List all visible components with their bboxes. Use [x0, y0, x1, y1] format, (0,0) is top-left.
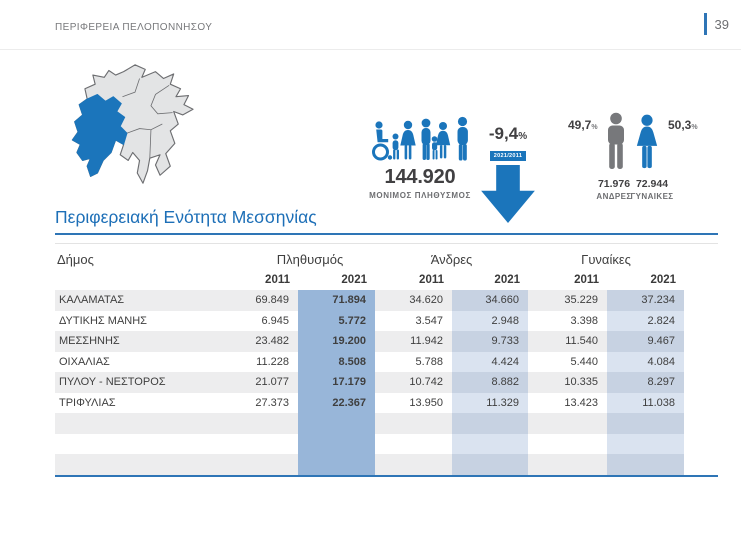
value-cell: 11.038	[607, 393, 684, 414]
section-title: Περιφερειακή Ενότητα Μεσσηνίας	[55, 207, 317, 227]
change-percent: -9,4%	[488, 124, 528, 143]
value-cell: 9.467	[607, 331, 684, 352]
table-row	[55, 331, 684, 352]
value-cell: 11.942	[375, 331, 452, 352]
header-divider	[0, 49, 741, 50]
value-cell: 13.950	[409, 396, 443, 409]
value-cell: 37.234	[607, 290, 684, 311]
empty-cell	[528, 434, 607, 455]
value-cell: 3.547	[415, 314, 443, 327]
men-count: 71.976	[597, 178, 631, 190]
year-header: 2011	[574, 274, 600, 286]
value-cell: 21.077	[245, 372, 298, 393]
empty-cell	[528, 413, 607, 434]
empty-cell	[607, 413, 684, 434]
value-cell: 71.894	[298, 290, 375, 311]
column-group-men: Άνδρες	[430, 252, 473, 267]
year-header: 2021	[494, 274, 521, 286]
empty-cell	[528, 454, 607, 475]
women-label: ΓΥΝΑΙΚΕΣ	[630, 192, 674, 201]
value-cell: 9.733	[452, 331, 528, 352]
value-cell: 8.882	[452, 372, 528, 393]
value-cell: 22.367	[298, 393, 375, 414]
region-map-icon	[55, 58, 215, 206]
empty-cell	[245, 454, 298, 475]
value-cell: 5.788	[415, 355, 443, 368]
value-cell: 69.849	[245, 290, 298, 311]
value-cell: 4.424	[452, 352, 528, 373]
empty-cell	[375, 434, 452, 455]
empty-cell	[375, 454, 452, 475]
empty-cell	[55, 434, 245, 455]
value-cell: 5.772	[298, 311, 375, 332]
year-header-empty	[55, 270, 245, 290]
messinia-highlight	[72, 94, 127, 176]
man-icon	[604, 112, 628, 170]
woman-icon	[634, 114, 660, 170]
column-group-population: Πληθυσμός	[276, 252, 344, 267]
table-row	[55, 372, 684, 393]
value-cell: 2.824	[607, 311, 684, 332]
table-body	[55, 290, 684, 475]
value-cell: 5.440	[570, 355, 599, 368]
change-period-badge: 2021/2011	[490, 151, 526, 161]
population-value: 144.920	[384, 166, 456, 188]
municipality-name: ΤΡΙΦΥΛΙΑΣ	[59, 396, 116, 409]
value-cell: 8.297	[607, 372, 684, 393]
value-cell: 11.228	[256, 355, 289, 368]
peloponnese-map	[55, 58, 215, 206]
decline-arrow-icon	[481, 165, 535, 223]
empty-row	[55, 434, 684, 455]
value-cell: 10.742	[375, 372, 452, 393]
municipalities-table	[55, 244, 684, 475]
table-area	[55, 243, 718, 477]
men-label: ΑΝΔΡΕΣ	[596, 192, 632, 201]
value-cell: 19.200	[298, 331, 375, 352]
year-header: 2011	[265, 274, 290, 286]
population-change-infographic	[478, 124, 538, 223]
population-label: ΜΟΝΙΜΟΣ ΠΛΗΘΥΣΜΟΣ	[369, 191, 471, 200]
empty-cell	[375, 413, 452, 434]
value-cell: 23.482	[245, 331, 298, 352]
value-cell: 6.945	[261, 314, 289, 327]
value-cell: 34.660	[452, 290, 528, 311]
population-infographic	[356, 112, 484, 200]
page-number-block	[704, 13, 729, 35]
year-header: 2021	[341, 274, 367, 286]
municipality-name: ΜΕΣΣΗΝΗΣ	[55, 331, 245, 352]
empty-cell	[607, 434, 684, 455]
table-row	[55, 393, 684, 414]
title-rule	[55, 233, 718, 235]
women-count: 72.944	[635, 178, 669, 190]
page-number-accent-bar	[704, 13, 707, 35]
table-row	[55, 311, 684, 332]
empty-row	[55, 413, 684, 434]
value-cell: 34.620	[375, 290, 452, 311]
gender-infographic	[568, 112, 718, 208]
value-cell: 17.179	[298, 372, 375, 393]
municipality-name: ΟΙΧΑΛΙΑΣ	[59, 355, 110, 368]
empty-row	[55, 454, 684, 475]
men-percent: 49,7%	[568, 118, 598, 132]
empty-cell	[55, 413, 245, 434]
value-cell: 11.329	[452, 393, 528, 414]
value-cell: 27.373	[255, 396, 289, 409]
value-cell: 2.948	[452, 311, 528, 332]
table-row	[55, 290, 684, 311]
empty-cell	[245, 413, 298, 434]
value-cell: 11.540	[528, 331, 607, 352]
empty-cell	[55, 454, 245, 475]
empty-cell	[298, 454, 375, 475]
value-cell: 3.398	[570, 314, 599, 327]
empty-cell	[452, 413, 528, 434]
empty-cell	[452, 454, 528, 475]
year-header: 2011	[419, 274, 444, 286]
empty-cell	[452, 434, 528, 455]
value-cell: 10.335	[528, 372, 607, 393]
municipality-name: ΔΥΤΙΚΗΣ ΜΑΝΗΣ	[59, 314, 147, 327]
empty-cell	[245, 434, 298, 455]
empty-cell	[298, 413, 375, 434]
empty-cell	[298, 434, 375, 455]
year-header: 2021	[650, 274, 677, 286]
value-cell: 13.423	[564, 396, 599, 409]
municipality-name: ΠΥΛΟΥ - ΝΕΣΤΟΡΟΣ	[55, 372, 245, 393]
page-number: 39	[714, 16, 729, 32]
value-cell: 4.084	[607, 352, 684, 373]
column-header-municipality: Δήμος	[57, 252, 94, 267]
column-group-women: Γυναίκες	[581, 252, 631, 267]
population-people-icon	[366, 112, 474, 164]
region-breadcrumb: ΠΕΡΙΦΕΡΕΙΑ ΠΕΛΟΠΟΝΝΗΣΟΥ	[55, 22, 213, 33]
bottom-rule	[55, 475, 718, 477]
value-cell: 35.229	[528, 290, 607, 311]
women-percent: 50,3%	[668, 118, 698, 132]
empty-cell	[607, 454, 684, 475]
value-cell: 8.508	[298, 352, 375, 373]
municipality-name: ΚΑΛΑΜΑΤΑΣ	[55, 290, 245, 311]
table-row	[55, 352, 684, 373]
